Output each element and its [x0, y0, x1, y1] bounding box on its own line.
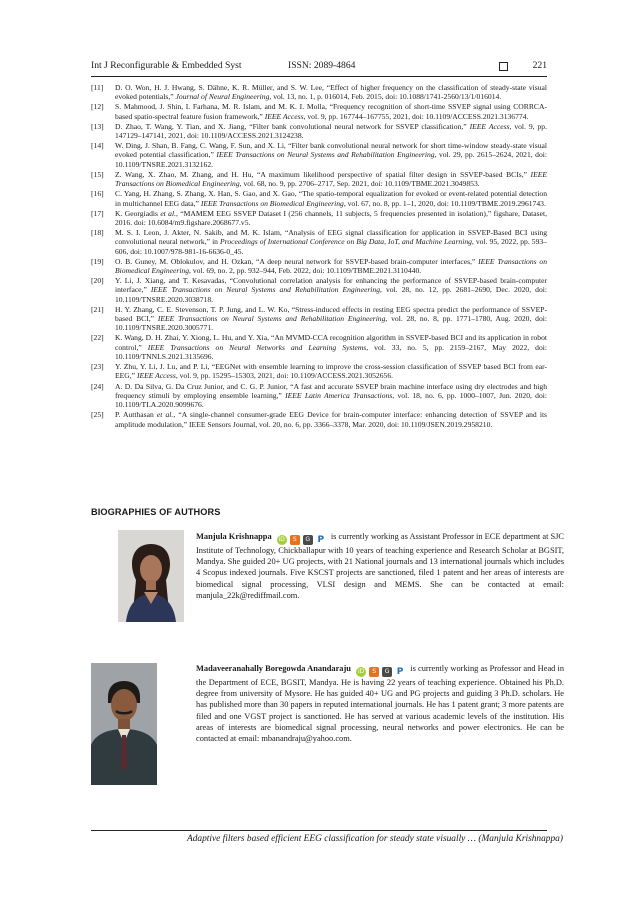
running-header: [91, 60, 547, 74]
reference-venue: IEEE Transactions on Neural Systems and Rehabilitation Engineering: [216, 150, 435, 160]
reference-text: S. Mahmood, J. Shin, I. Farhana, M. R. Islam, and M. K. I. Molla, “Frequency recognition of short-time SSVEP signal using CORRCA-based spatio-spectral feature fusion framework,”: [115, 102, 547, 121]
reference-text: D. O. Won, H. J. Hwang, S. Dähne, K. R. Müller, and S. W. Lee, “Effect of higher frequency on the classification of steady-state visual evoked potentials,”: [115, 83, 547, 102]
reference-venue: Journal of Neural Engineering: [175, 92, 270, 102]
reference-text: Y. Li, J. Xiang, and T. Kesavadas, “Convolutional correlation analysis for enhancing the performance of SSVEP-based brain-computer interface,”: [115, 276, 547, 295]
running-footer: Adaptive filters based efficient EEG classification for steady state visually … (Manjula Krishnappa): [187, 834, 563, 844]
profile-icons: [277, 535, 326, 545]
reference-number: [14]: [91, 141, 104, 151]
reference-number: [18]: [91, 228, 104, 238]
reference-details: , vol. 9, pp. 167744–167755, 2021, doi: 10.1109/ACCESS.2021.3136774.: [303, 111, 529, 121]
publons-icon[interactable]: P: [317, 535, 325, 545]
issn: ISSN: 2089-4864: [288, 60, 356, 71]
reference-details: , vol. 9, pp. 15295–15303, 2021, doi: 10.1109/ACCESS.2021.3052656.: [175, 371, 394, 381]
reference-details: , vol. 13, no. 1, p. 016014, Feb. 2015, doi: 10.1088/1741-2560/13/1/016014.: [269, 92, 502, 102]
reference-details: , vol. 33, no. 5, pp. 2159–2167, May 2022, doi: 10.1109/TNNLS.2021.3135696.: [115, 342, 547, 362]
reference-venue: IEEE Transactions on Biomedical Engineering: [115, 169, 547, 189]
checkbox-square-icon: [499, 62, 508, 71]
reference-item: [91, 257, 547, 276]
reference-details: , vol. 69, no. 2, pp. 932–944, Feb. 2022, doi: 10.1109/TBME.2021.3110440.: [189, 266, 422, 276]
reference-number: [21]: [91, 304, 104, 314]
reference-item: [91, 333, 547, 361]
author-name: Madaveeranahally Boregowda Anandaraju: [196, 664, 351, 673]
scopus-icon[interactable]: S: [369, 667, 379, 677]
reference-venue: IEEE Access: [264, 111, 304, 121]
author-bio: [196, 531, 564, 601]
reference-item: [91, 189, 547, 208]
reference-details: , vol. 67, no. 8, pp. 1–1, 2020, doi: 10.1109/TBME.2019.2961743.: [343, 198, 546, 208]
author-bio-text: is currently working as Professor and Head in the Department of ECE, BGSIT, Mandya. He is having 22 years of teaching experience. Obtained his Ph.D. degree from university of Mysore. He has guided 40+ UG and PG projects and guiding 3 Ph.D. scholars. He has published more than 30 papers in reputed international journals. He has 1 patent grant; 3 more patents are filed and one VGST project is sanctioned. He has served at various academic levels of the institution. His areas of interests are biomedical signal processing, neural networks and power electronics. He can be contacted at email: mbanandraju@yahoo.com.: [196, 664, 565, 744]
reference-number: [19]: [91, 256, 104, 266]
journal-name: Int J Reconfigurable & Embedded Syst: [91, 60, 242, 71]
reference-item: [91, 122, 547, 141]
author-photo: [118, 530, 184, 622]
reference-text: D. Zhao, T. Wang, Y. Tian, and X. Jiang, “Filter bank convolutional neural network for SSVEP classification,”: [115, 121, 470, 131]
reference-venue: et al.: [156, 410, 174, 420]
google-scholar-icon[interactable]: G: [303, 535, 313, 545]
orcid-icon[interactable]: iD: [278, 536, 285, 543]
reference-text: Y. Zhu, Y. Li, J. Lu, and P. Li, “EEGNet with ensemble learning to improve the cross-session classification of SSVEP based BCI from ear-EEG,”: [115, 362, 547, 381]
reference-list: [91, 83, 547, 430]
reference-number: [11]: [91, 83, 104, 92]
orcid-icon[interactable]: iD: [357, 668, 365, 675]
reference-venue: Proceedings of International Conference on Big Data, IoT, and Machine Learning: [220, 237, 472, 247]
author-bio-text: is currently working as Assistant Professor in ECE department at SJC Institute of Technology, Chickballapur with 10 years of teaching experience and Research Scholar at BGSIT, Mandya. She guided 20+ UG projects, with 21 National journals and 13 international journals which includes 4 Scopus indexed journals. Five KSCST projects are sanctioned, filed 1 patent and her areas of interests are biomedical signal processing, VLSI design and MEMS. She can be contacted at email: manjula_22k@rediffmail.com.: [196, 532, 565, 600]
profile-icons: [356, 667, 405, 677]
reference-number: [25]: [91, 410, 104, 420]
reference-number: [12]: [91, 102, 104, 112]
header-divider: [91, 76, 547, 77]
biographies-heading: BIOGRAPHIES OF AUTHORS: [91, 507, 221, 517]
reference-number: [15]: [91, 169, 104, 179]
reference-item: [91, 305, 547, 333]
reference-details: , “MAMEM EEG SSVEP Dataset I (256 channels, 11 subjects, 5 frequencies presented in isolation),” figshare, Dataset, 2016. doi: 10.6084/m9.figshare.2068677.v5.: [115, 208, 547, 227]
reference-venue: et al.: [160, 208, 176, 218]
reference-number: [16]: [91, 189, 104, 199]
reference-item: [91, 276, 547, 304]
reference-text: K. Wang, D. H. Zhai, Y. Xiong, L. Hu, and Y. Xia, “An MVMD-CCA recognition algorithm in SSVEP-based BCI and its application in robot control,”: [115, 333, 547, 352]
reference-details: , vol. 28, no. 12, pp. 2681–2690, Dec. 2020, doi: 10.1109/TNSRE.2020.3038718.: [115, 285, 547, 304]
reference-item: [91, 410, 547, 429]
reference-item: [91, 228, 547, 256]
reference-venue: IEEE Latin America Transactions: [285, 390, 393, 400]
reference-text: A. D. Da Silva, G. Da Cruz Junior, and C. G. P. Junior, “A fast and accurate SSVEP brain machine interface using dry electrodes and high frequency stimuli by employing ensemble learning,”: [115, 381, 547, 400]
reference-number: [13]: [91, 121, 104, 131]
author-bio: [196, 663, 564, 744]
reference-details: , vol. 29, pp. 2615–2624, 2021, doi: 10.1109/TNSRE.2021.3132162.: [115, 150, 547, 169]
reference-text: H. Y. Zhang, C. E. Stevenson, T. P. Jung, and L. W. Ko, “Stress-induced effects in resting EEG spectra predict the performance of SSVEP-based BCI,”: [115, 304, 547, 324]
reference-details: , vol. 9, pp. 147129–147141, 2021, doi: 10.1109/ACCESS.2021.3124238.: [115, 121, 547, 141]
reference-venue: IEEE Transactions on Neural Systems and Rehabilitation Engineering: [150, 285, 380, 295]
reference-text: Z. Wang, X. Zhao, M. Zhang, and H. Hu, “A maximum likelihood perspective of spatial filter design in SSVEP-based BCIs,”: [115, 169, 531, 179]
reference-item: [91, 209, 547, 228]
reference-venue: IEEE Access: [469, 121, 510, 131]
reference-number: [22]: [91, 333, 104, 343]
reference-details: , vol. 18, no. 6, pp. 1000–1007, Jun. 2020, doi: 10.1109/TLA.2020.9099676.: [115, 390, 547, 410]
reference-venue: IEEE Transactions on Neural Systems and Rehabilitation Engineering: [157, 314, 386, 324]
reference-text: M. S. I. Leon, J. Akter, N. Sakib, and M. K. Islam, “Analysis of EEG signal classification for application in SSVEP-Based BCI using convolutional neural network,” in: [115, 228, 547, 247]
reference-text: O. B. Guney, M. Oblokulov, and H. Ozkan, “A deep neural network for SSVEP-based brain-computer interfaces,”: [115, 256, 479, 266]
reference-number: [20]: [91, 276, 104, 286]
reference-number: [23]: [91, 362, 104, 372]
google-scholar-icon[interactable]: G: [382, 667, 392, 677]
page-number: 221: [532, 60, 547, 71]
reference-item: [91, 382, 547, 410]
reference-details: , “A single-channel consumer-grade EEG Device for brain-computer interface: enhancing detection of SSVEP and its amplitude modulation,” IEEE Sensors Journal, vol. 20, no. 6, pp. 3366–3378, Mar. 2020, doi: 10.1109/JSEN.2019.2958210.: [115, 410, 548, 429]
reference-details: , vol. 95, 2022, pp. 593–606, doi: 10.1007/978-981-16-6636-0_45.: [115, 237, 547, 256]
author-photo: [91, 663, 157, 785]
reference-item: [91, 102, 547, 121]
footer-divider: [91, 830, 547, 831]
publons-icon[interactable]: P: [396, 667, 404, 677]
reference-text: W. Ding, J. Shan, B. Fang, C. Wang, F. Sun, and X. Li, “Filter bank convolutional neural network for short time-window steady-state visual evoked potential classification,”: [115, 141, 547, 160]
reference-number: [17]: [91, 208, 104, 218]
reference-venue: IEEE Transactions on Neural Networks and Learning Systems: [147, 342, 367, 352]
reference-details: , vol. 68, no. 9, pp. 2706–2717, Sep. 2021, doi: 10.1109/TBME.2021.3049853.: [239, 179, 480, 189]
reference-venue: IEEE Transactions on Biomedical Engineering: [200, 198, 344, 208]
reference-details: , vol. 28, no. 8, pp. 1771–1780, Aug. 2020, doi: 10.1109/TNSRE.2020.3005771.: [115, 314, 547, 333]
reference-text: K. Georgiadis: [115, 208, 161, 218]
reference-item: [91, 170, 547, 189]
reference-item: [91, 83, 547, 102]
reference-venue: IEEE Transactions on Biomedical Engineering: [115, 256, 547, 276]
reference-text: C. Yang, H. Zhang, S. Zhang, X. Han, S. Gao, and X. Gao, “The spatio-temporal equalization for evoked or event-related potential detection in multichannel EEG data,”: [115, 189, 547, 208]
scopus-icon[interactable]: S: [290, 535, 300, 545]
reference-venue: IEEE Access: [136, 371, 176, 381]
reference-item: [91, 362, 547, 381]
reference-text: P. Autthasan: [115, 410, 157, 420]
author-name: Manjula Krishnappa: [196, 532, 272, 541]
reference-number: [24]: [91, 381, 104, 391]
reference-item: [91, 141, 547, 169]
